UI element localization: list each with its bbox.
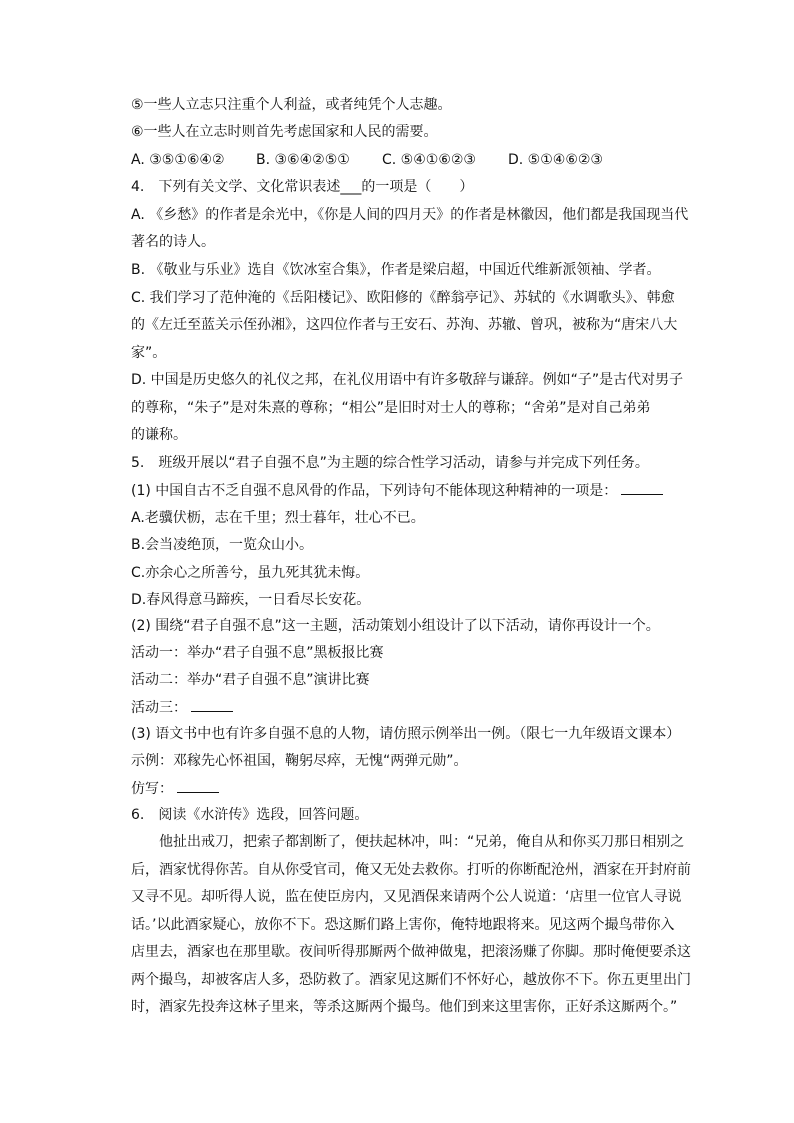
passage-line-4: 话。’以此酒家疑心，放你不下。恐这厮们路上害你，俺特地跟将来。见这两个撮鸟带你入 — [131, 917, 675, 933]
q4-option-c-line1: C. 我们学习了范仲淹的《岳阳楼记》、欧阳修的《醉翁亭记》、苏轼的《水调歌头》、韩愈 — [131, 290, 675, 306]
activity-2: 活动二：举办“君子自强不息”演讲比赛 — [131, 672, 370, 688]
q4-option-d-line1: D. 中国是历史悠久的礼仪之邦，在礼仪用语中有许多敬辞与谦辞。例如“子”是古代对男子 — [131, 372, 684, 388]
list-line-5: ⑤一些人立志只注重个人利益，或者纯凭个人志趣。 — [131, 97, 452, 113]
q4-option-d-line3: 的谦称。 — [131, 427, 187, 443]
q5-part2: (2) 围绕“君子自强不息”这一主题，活动策划小组设计了以下活动，请你再设计一个。 — [131, 618, 660, 634]
q5-part1 — [131, 480, 663, 501]
q4-option-a-line2: 著名的诗人。 — [131, 234, 215, 250]
passage-line-1: 他扯出戒刀，把索子都割断了，便扶起林冲，叫：“兄弟，俺自从和你买刀那日相别之 — [131, 834, 685, 850]
activity-3-blank[interactable] — [191, 697, 233, 712]
imitation-blank[interactable] — [177, 778, 219, 793]
q5-imitation — [131, 778, 219, 799]
q3-option-d[interactable]: D. ⑤①④⑥②③ — [508, 152, 603, 168]
q4-option-c-line2: 的《左迁至蓝关示侄孙湘》，这四位作者与王安石、苏洵、苏辙、曾巩，被称为“唐宋八大 — [131, 317, 678, 333]
question-4: 4. 下列有关文学、文化常识表述___的一项是（ ） — [131, 179, 474, 195]
q5-part1-blank[interactable] — [621, 480, 663, 495]
q5-option-d: D.春风得意马蹄疾，一日看尽长安花。 — [131, 592, 371, 608]
q3-options — [131, 150, 603, 170]
passage-line-6: 两个撮鸟，却被客店人多，恐防救了。酒家见这厮们不怀好心，越放你不下。你五更里出门 — [131, 972, 691, 988]
activity-1: 活动一：举办“君子自强不息”黑板报比赛 — [131, 645, 384, 661]
q3-option-a[interactable]: A. ③⑤①⑥④② — [131, 152, 225, 168]
passage-line-3: 又寻不见。却听得人说，监在使臣房内，又见酒保来请两个公人说道：‘店里一位官人寻说 — [131, 889, 682, 905]
q3-option-b[interactable]: B. ③⑥④②⑤① — [256, 152, 350, 168]
q5-part1-text: (1) 中国自古不乏自强不息风骨的作品，下列诗句不能体现这种精神的一项是： — [131, 483, 618, 499]
q3-option-c[interactable]: C. ⑤④①⑥②③ — [382, 152, 476, 168]
q5-option-a: A.老骥伏枥，志在千里；烈士暮年，壮心不已。 — [131, 510, 425, 526]
q4-option-b: B. 《敬业与乐业》选自《饮冰室合集》，作者是梁启超，中国近代维新派领袖、学者。 — [131, 262, 661, 278]
q4-option-c-line3: 家”。 — [131, 345, 167, 361]
q5-option-c: C.亦余心之所善兮，虽九死其犹未悔。 — [131, 565, 370, 581]
passage-line-2: 后，酒家忧得你苦。自从你受官司，俺又无处去救你。打听的你断配沧州，酒家在开封府前 — [131, 862, 691, 878]
q5-example: 示例：邓稼先心怀祖国，鞠躬尽瘁，无愧“两弹元勋”。 — [131, 753, 468, 769]
passage-line-5: 店里去，酒家也在那里歇。夜间听得那厮两个做神做鬼，把滚汤赚了你脚。那时俺便要杀这 — [131, 944, 691, 960]
q4-option-d-line2: 的尊称，“朱子”是对朱熹的尊称；“相公”是旧时对士人的尊称；“舍弟”是对自己弟弟 — [131, 400, 651, 416]
q5-option-b: B.会当凌绝顶，一览众山小。 — [131, 537, 314, 553]
q4-option-a-line1: A. 《乡愁》的作者是余光中，《你是人间的四月天》的作者是林徽因，他们都是我国现当代 — [131, 207, 689, 223]
passage-line-7: 时，酒家先投奔这林子里来，等杀这厮两个撮鸟。他们到来这里害你，正好杀这厮两个。” — [131, 999, 678, 1015]
activity-3-label: 活动三： — [131, 700, 187, 716]
question-6: 6. 阅读《水浒传》选段，回答问题。 — [131, 807, 369, 823]
activity-3 — [131, 697, 233, 718]
q5-part3: (3) 语文书中也有许多自强不息的人物，请仿照示例举出一例。（限七一九年级语文课本） — [131, 726, 681, 742]
question-5: 5. 班级开展以“君子自强不息”为主题的综合性学习活动，请参与并完成下列任务。 — [131, 455, 649, 471]
list-line-6: ⑥一些人在立志时则首先考虑国家和人民的需要。 — [131, 124, 438, 140]
imitation-label: 仿写： — [131, 781, 173, 797]
